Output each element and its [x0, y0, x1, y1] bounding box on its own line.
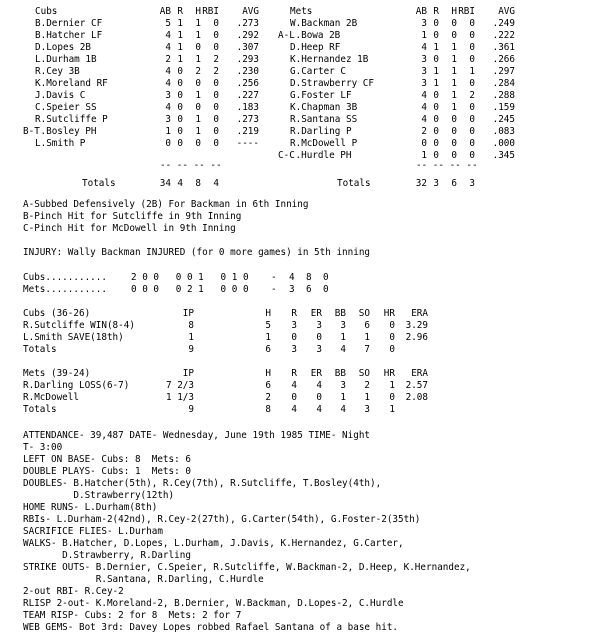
mets-player-avg: .361: [492, 42, 515, 53]
mets-player-name: G.Carter C: [290, 66, 346, 77]
pitcher-so: 1: [364, 392, 370, 403]
mets-player-avg: .297: [492, 66, 515, 77]
mets-player-avg: .245: [492, 114, 515, 125]
mets-player-avg: .266: [492, 54, 515, 65]
pitching-totals-ip: 9: [188, 344, 194, 355]
cubs-player-h: 1: [195, 114, 201, 125]
cubs-player-avg: .307: [236, 42, 259, 53]
pitching-header-er: ER: [310, 368, 322, 379]
pitching-totals-bb: 4: [340, 344, 346, 355]
game-info-line: 2-out RBI- R.Cey-2: [23, 586, 124, 597]
mets-player-avg: .284: [492, 78, 515, 89]
cubs-player-ab: 4: [165, 66, 171, 77]
pitcher-so: 6: [364, 320, 370, 331]
mets-player-r: 0: [433, 114, 439, 125]
pitcher-r: 0: [291, 392, 297, 403]
cubs-player-h: 0: [195, 78, 201, 89]
game-info-line: STRIKE OUTS- B.Dernier, C.Speier, R.Sutcliffe, W.Backman-2, D.Heep, K.Hernandez,: [23, 562, 471, 573]
cubs-player-avg: .292: [236, 30, 259, 41]
cubs-header-r: R: [177, 6, 183, 17]
pitcher-name: R.Sutcliffe WIN(8-4): [23, 320, 135, 331]
pitching-header-bb: BB: [334, 308, 346, 319]
pitching-totals-r: 4: [291, 404, 297, 415]
pitching-header-er: ER: [310, 308, 322, 319]
cubs-player-rbi: 0: [213, 114, 219, 125]
pitcher-r: 3: [291, 320, 297, 331]
cubs-player-r: 1: [177, 42, 183, 53]
game-info-line: DOUBLES- B.Hatcher(5th), R.Cey(7th), R.Sutcliffe, T.Bosley(4th),: [23, 478, 382, 489]
pitcher-er: 0: [316, 332, 322, 343]
cubs-header-ab: AB: [159, 6, 171, 17]
mets-player-r: 0: [433, 30, 439, 41]
cubs-player-ab: 3: [165, 90, 171, 101]
mets-player-name: K.Hernandez 1B: [290, 54, 369, 65]
mets-player-rbi: 0: [469, 18, 475, 29]
linescore-innings: 2 0 0 0 0 1 0 1 0: [131, 272, 249, 283]
mets-player-h: 0: [451, 18, 457, 29]
game-info-line: LEFT ON BASE- Cubs: 8 Mets: 6: [23, 454, 191, 465]
cubs-player-rbi: 0: [213, 18, 219, 29]
mets-player-name: R.McDowell P: [290, 138, 358, 149]
mets-player-avg: .159: [492, 102, 515, 113]
game-info-line: ATTENDANCE- 39,487 DATE- Wednesday, June 19th 1985 TIME- Night: [23, 430, 371, 441]
mets-player-avg: .288: [492, 90, 515, 101]
pitcher-hr: 1: [389, 380, 395, 391]
cubs-totals-rbi: 4: [213, 178, 219, 189]
pitcher-bb: 3: [340, 320, 346, 331]
mets-player-avg: .083: [492, 126, 515, 137]
pitcher-ip: 7 2/3: [166, 380, 194, 391]
linescore-hits: 8: [306, 272, 312, 283]
cubs-player-ab: 4: [165, 30, 171, 41]
cubs-player-r: 0: [177, 66, 183, 77]
cubs-player-ab: 0: [165, 138, 171, 149]
pitching-totals-so: 3: [364, 404, 370, 415]
mets-player-ab: 2: [421, 126, 427, 137]
game-info-line: SACRIFICE FLIES- L.Durham: [23, 526, 163, 537]
cubs-player-rbi: 0: [213, 78, 219, 89]
game-info-line: DOUBLE PLAYS- Cubs: 1 Mets: 0: [23, 466, 191, 477]
game-info-line: WEB GEMS- Bot 3rd: Davey Lopes robbed Rafael Santana of a base hit.: [23, 622, 399, 633]
mets-player-rbi: 0: [469, 102, 475, 113]
game-info-line: T- 3:00: [23, 442, 63, 453]
cubs-player-h: 1: [195, 54, 201, 65]
pitching-header-era: ERA: [411, 308, 428, 319]
cubs-player-r: 0: [177, 78, 183, 89]
mets-total-rule: -- -- -- --: [416, 160, 478, 171]
mets-player-name: W.Backman 2B: [290, 18, 358, 29]
mets-header-avg: AVG: [498, 6, 515, 17]
cubs-player-name: B.Dernier CF: [35, 18, 103, 29]
pitching-totals-bb: 4: [340, 404, 346, 415]
pitcher-ip: 1: [188, 332, 194, 343]
pitcher-hr: 0: [389, 332, 395, 343]
pitcher-hr: 0: [389, 392, 395, 403]
cubs-player-h: 0: [195, 138, 201, 149]
pitcher-er: 0: [316, 392, 322, 403]
mets-player-h: 0: [451, 138, 457, 149]
mets-totals-rbi: 3: [469, 178, 475, 189]
linescore-innings: 0 0 0 0 2 1 0 0 0: [131, 284, 249, 295]
cubs-header-avg: AVG: [242, 6, 259, 17]
pitching-header-era: ERA: [411, 368, 428, 379]
mets-player-rbi: 0: [469, 78, 475, 89]
pitcher-hr: 0: [389, 320, 395, 331]
cubs-player-name: R.Sutcliffe P: [35, 114, 108, 125]
pitching-header-so: SO: [358, 308, 370, 319]
mets-player-h: 1: [451, 66, 457, 77]
cubs-player-h: 1: [195, 126, 201, 137]
linescore-runs: 4: [289, 272, 295, 283]
pitcher-era: 2.57: [405, 380, 428, 391]
cubs-player-ab: 4: [165, 42, 171, 53]
cubs-player-r: 1: [177, 54, 183, 65]
mets-player-h: 1: [451, 90, 457, 101]
cubs-player-h: 2: [195, 66, 201, 77]
cubs-player-r: 0: [177, 102, 183, 113]
linescore-dash: -: [271, 284, 277, 295]
cubs-sub-marker: B-T: [23, 126, 40, 137]
mets-player-h: 0: [451, 150, 457, 161]
mets-player-rbi: 0: [469, 30, 475, 41]
mets-player-avg: .000: [492, 138, 515, 149]
mets-player-h: 0: [451, 126, 457, 137]
mets-player-ab: 1: [421, 30, 427, 41]
cubs-header-h: H: [195, 6, 201, 17]
mets-player-ab: 4: [421, 114, 427, 125]
pitcher-name: R.Darling LOSS(6-7): [23, 380, 130, 391]
cubs-player-rbi: 2: [213, 66, 219, 77]
mets-player-h: 1: [451, 102, 457, 113]
mets-team-label: Mets: [290, 6, 313, 17]
mets-player-rbi: 0: [469, 42, 475, 53]
linescore-dash: -: [271, 272, 277, 283]
pitching-header-h: H: [265, 368, 271, 379]
cubs-player-rbi: 0: [213, 138, 219, 149]
cubs-player-r: 0: [177, 90, 183, 101]
cubs-player-name: R.Cey 3B: [35, 66, 80, 77]
mets-player-name: K.Chapman 3B: [290, 102, 358, 113]
cubs-player-h: 1: [195, 30, 201, 41]
cubs-player-rbi: 0: [213, 30, 219, 41]
cubs-player-name: C.Speier SS: [35, 102, 97, 113]
mets-player-name: R.Santana SS: [290, 114, 358, 125]
cubs-totals-label: Totals: [82, 178, 116, 189]
pitching-header-h: H: [265, 308, 271, 319]
pitching-team: Cubs (36-26): [23, 308, 91, 319]
pitching-totals-h: 6: [265, 344, 271, 355]
pitching-totals-h: 8: [265, 404, 271, 415]
cubs-player-avg: .219: [236, 126, 259, 137]
mets-sub-marker: C-C: [278, 150, 295, 161]
cubs-player-avg: ----: [236, 138, 259, 149]
pitcher-ip: 8: [188, 320, 194, 331]
pitching-header-r: R: [291, 308, 297, 319]
linescore-team: Cubs...........: [23, 272, 107, 283]
cubs-player-avg: .273: [236, 18, 259, 29]
pitching-totals-label: Totals: [23, 404, 57, 415]
pitching-header-hr: HR: [383, 368, 395, 379]
mets-player-rbi: 0: [469, 150, 475, 161]
mets-totals-label: Totals: [337, 178, 371, 189]
cubs-player-rbi: 0: [213, 42, 219, 53]
mets-player-ab: 3: [421, 66, 427, 77]
linescore-runs: 3: [289, 284, 295, 295]
cubs-player-name: B.Hatcher LF: [35, 30, 103, 41]
cubs-player-r: 1: [177, 30, 183, 41]
cubs-player-ab: 4: [165, 102, 171, 113]
cubs-player-h: 1: [195, 90, 201, 101]
mets-player-r: 0: [433, 138, 439, 149]
pitching-totals-er: 4: [316, 404, 322, 415]
mets-header-ab: AB: [415, 6, 427, 17]
substitution-note: C-Pinch Hit for McDowell in 9th Inning: [23, 223, 236, 234]
mets-player-h: 0: [451, 114, 457, 125]
cubs-player-rbi: 0: [213, 126, 219, 137]
pitching-header-hr: HR: [383, 308, 395, 319]
mets-player-ab: 1: [421, 150, 427, 161]
cubs-player-name: J.Davis C: [35, 90, 86, 101]
cubs-player-h: 0: [195, 42, 201, 53]
mets-player-name: D.Strawberry CF: [290, 78, 374, 89]
pitching-team: Mets (39-24): [23, 368, 91, 379]
cubs-player-rbi: 0: [213, 90, 219, 101]
pitcher-bb: 1: [340, 332, 346, 343]
injury-note: INJURY: Wally Backman INJURED (for 0 more games) in 5th inning: [23, 247, 371, 258]
mets-sub-marker: A-L: [278, 30, 295, 41]
mets-player-r: 0: [433, 126, 439, 137]
cubs-player-avg: .183: [236, 102, 259, 113]
cubs-total-rule: -- -- -- --: [160, 160, 222, 171]
game-info-line: R.Santana, R.Darling, C.Hurdle: [23, 574, 264, 585]
pitching-header-ip: IP: [182, 368, 194, 379]
cubs-player-avg: .230: [236, 66, 259, 77]
mets-player-ab: 4: [421, 42, 427, 53]
mets-header-h: H: [451, 6, 457, 17]
pitcher-name: L.Smith SAVE(18th): [23, 332, 124, 343]
pitcher-name: R.McDowell: [23, 392, 79, 403]
pitching-header-so: SO: [358, 368, 370, 379]
mets-player-ab: 4: [421, 102, 427, 113]
pitching-totals-hr: 1: [389, 404, 395, 415]
mets-player-rbi: 0: [469, 138, 475, 149]
linescore-errors: 0: [323, 272, 329, 283]
pitcher-r: 4: [291, 380, 297, 391]
pitching-totals-er: 3: [316, 344, 322, 355]
pitching-totals-so: 7: [364, 344, 370, 355]
mets-player-name: R.Darling P: [290, 126, 352, 137]
cubs-player-ab: 4: [165, 78, 171, 89]
pitching-totals-r: 3: [291, 344, 297, 355]
pitcher-h: 1: [265, 332, 271, 343]
mets-player-r: 1: [433, 42, 439, 53]
mets-player-ab: 0: [421, 138, 427, 149]
pitching-totals-ip: 9: [188, 404, 194, 415]
mets-player-avg: .249: [492, 18, 515, 29]
linescore-hits: 6: [306, 284, 312, 295]
cubs-team-label: Cubs: [35, 6, 58, 17]
pitcher-ip: 1 1/3: [166, 392, 194, 403]
mets-player-h: 1: [451, 42, 457, 53]
pitching-header-bb: BB: [334, 368, 346, 379]
cubs-header-rbi: RBI: [202, 6, 219, 17]
mets-player-name: .Hurdle PH: [295, 150, 352, 161]
mets-player-h: 1: [451, 54, 457, 65]
mets-totals-r: 3: [433, 178, 439, 189]
mets-player-rbi: 0: [469, 54, 475, 65]
linescore-errors: 0: [323, 284, 329, 295]
pitching-totals-hr: 0: [389, 344, 395, 355]
game-info-line: WALKS- B.Hatcher, D.Lopes, L.Durham, J.Davis, K.Hernandez, G.Carter,: [23, 538, 404, 549]
pitcher-er: 3: [316, 320, 322, 331]
pitching-totals-label: Totals: [23, 344, 57, 355]
cubs-player-r: 0: [177, 126, 183, 137]
mets-header-r: R: [433, 6, 439, 17]
game-info-line: D.Strawberry, R.Darling: [23, 550, 191, 561]
mets-player-r: 0: [433, 102, 439, 113]
mets-player-r: 1: [433, 78, 439, 89]
mets-player-r: 0: [433, 90, 439, 101]
cubs-player-ab: 2: [165, 54, 171, 65]
mets-player-r: 0: [433, 18, 439, 29]
game-info-line: RBIs- L.Durham-2(42nd), R.Cey-2(27th), G.Carter(54th), G.Foster-2(35th): [23, 514, 421, 525]
substitution-note: B-Pinch Hit for Sutcliffe in 9th Inning: [23, 211, 242, 222]
pitcher-so: 2: [364, 380, 370, 391]
pitcher-h: 2: [265, 392, 271, 403]
cubs-player-ab: 3: [165, 114, 171, 125]
pitcher-so: 1: [364, 332, 370, 343]
mets-player-ab: 3: [421, 54, 427, 65]
cubs-player-h: 1: [195, 18, 201, 29]
mets-player-h: 1: [451, 78, 457, 89]
cubs-player-r: 0: [177, 114, 183, 125]
cubs-player-ab: 1: [165, 126, 171, 137]
game-info-line: TEAM RISP- Cubs: 2 for 8 Mets: 2 for 7: [23, 610, 242, 621]
mets-player-rbi: 0: [469, 126, 475, 137]
game-info-line: HOME RUNS- L.Durham(8th): [23, 502, 158, 513]
cubs-player-name: L.Smith P: [35, 138, 86, 149]
pitcher-h: 6: [265, 380, 271, 391]
mets-totals-ab: 32: [415, 178, 427, 189]
mets-player-ab: 3: [421, 18, 427, 29]
cubs-player-rbi: 2: [213, 54, 219, 65]
pitcher-bb: 1: [340, 392, 346, 403]
linescore-team: Mets...........: [23, 284, 107, 295]
cubs-player-ab: 5: [165, 18, 171, 29]
substitution-note: A-Subbed Defensively (2B) For Backman in 6th Inning: [23, 199, 309, 210]
cubs-player-r: 1: [177, 18, 183, 29]
pitcher-r: 0: [291, 332, 297, 343]
pitcher-era: 2.96: [405, 332, 428, 343]
mets-player-r: 0: [433, 150, 439, 161]
mets-totals-h: 6: [451, 178, 457, 189]
cubs-player-name: D.Lopes 2B: [35, 42, 91, 53]
mets-player-name: G.Foster LF: [290, 90, 352, 101]
mets-player-name: D.Heep RF: [290, 42, 341, 53]
mets-player-avg: .345: [492, 150, 515, 161]
cubs-player-r: 0: [177, 138, 183, 149]
pitcher-bb: 3: [340, 380, 346, 391]
cubs-player-avg: .293: [236, 54, 259, 65]
game-info-line: D.Strawberry(12th): [23, 490, 175, 501]
cubs-player-name: .Bosley PH: [40, 126, 97, 137]
pitcher-era: 2.08: [405, 392, 428, 403]
pitcher-era: 3.29: [405, 320, 428, 331]
cubs-totals-ab: 34: [159, 178, 171, 189]
mets-player-ab: 4: [421, 90, 427, 101]
mets-player-rbi: 2: [469, 90, 475, 101]
mets-player-name: .Bowa 2B: [295, 30, 341, 41]
cubs-player-avg: .256: [236, 78, 259, 89]
cubs-totals-h: 8: [195, 178, 201, 189]
pitcher-h: 5: [265, 320, 271, 331]
cubs-player-name: L.Durham 1B: [35, 54, 97, 65]
mets-player-r: 1: [433, 66, 439, 77]
mets-player-rbi: 0: [469, 114, 475, 125]
mets-player-r: 0: [433, 54, 439, 65]
cubs-player-avg: .273: [236, 114, 259, 125]
mets-player-h: 0: [451, 30, 457, 41]
cubs-player-avg: .227: [236, 90, 259, 101]
pitching-header-ip: IP: [182, 308, 194, 319]
cubs-player-name: K.Moreland RF: [35, 78, 108, 89]
pitching-header-r: R: [291, 368, 297, 379]
mets-player-avg: .222: [492, 30, 515, 41]
cubs-totals-r: 4: [177, 178, 183, 189]
mets-player-rbi: 1: [469, 66, 475, 77]
pitcher-er: 4: [316, 380, 322, 391]
cubs-player-rbi: 0: [213, 102, 219, 113]
mets-player-ab: 3: [421, 78, 427, 89]
mets-header-rbi: RBI: [458, 6, 475, 17]
cubs-player-h: 0: [195, 102, 201, 113]
game-info-line: RLISP 2-out- K.Moreland-2, B.Dernier, W.Backman, D.Lopes-2, C.Hurdle: [23, 598, 404, 609]
